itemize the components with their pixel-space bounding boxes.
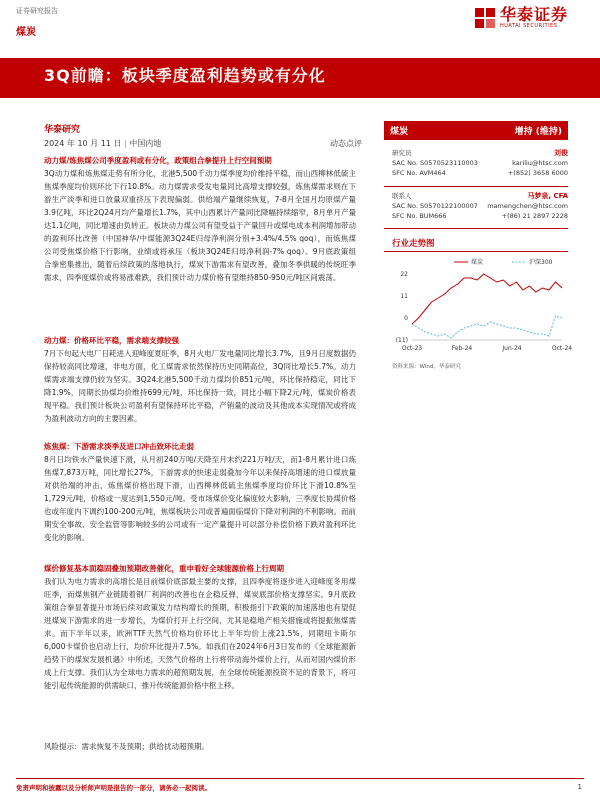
report-title: 3Q前瞻：板块季度盈利趋势或有分化 <box>44 66 326 85</box>
body-section-2 <box>44 334 356 425</box>
legend-label: 沪深300 <box>529 259 553 266</box>
report-category-label: 证券研究报告 <box>16 7 58 15</box>
analyst-sfc: SFC No. BUM666 <box>392 212 447 220</box>
x-tick-label: Feb-24 <box>451 345 473 352</box>
page-number: 1 <box>577 783 582 791</box>
disclaimer-note: 免责声明和披露以及分析师声明是报告的一部分，请务必一起阅读。 <box>16 784 211 792</box>
analyst-email[interactable]: mamengchen@htsc.com <box>487 202 568 210</box>
legend-label: 煤炭 <box>471 259 484 266</box>
report-region: 中国内地 <box>129 139 162 148</box>
y-tick-label: 11 <box>400 293 408 300</box>
analyst-role: 联系人 <box>392 192 412 200</box>
industry-trend-chart <box>384 256 573 356</box>
section-heading: 炼焦煤：下游需求淡季及进口冲击致环比走弱 <box>44 442 194 451</box>
body-paragraph: 我们认为电力需求的高增长是目前煤价底部最主要的支撑，且四季度将逐步进入迎峰度冬用煤旺季，而煤焦钢产业链随着钢厂利润的改善也在企稳反弹，煤炭底部价格支撑坚实。9月底政策组合拳显著提升市场后续对政策发力结构增长的预期，积极指引下政策的加速落地也有望促进煤炭下游需求的进一步增长，为煤价打开上行空间，尤其是稳地产相关措施或将提振焦煤需求。而下半年以来，欧洲TTF天然气价格均价环比上半年均价上涨21.5%，同期纽卡斯尔6,000卡煤价也启动上行，均价环比提升7.5%。如我们在2024年6月3日发布的《全球能源新趋势下的煤炭发展机遇》中所述，天然气价格的上行将带动海外煤价上行，从而对国内煤价形成上行支撑。我们认为全球电力需求的超预期发展，在全球传统能源投资不足的背景下，将可能引起传统能源的供需缺口，推升传统能源价格中枢上移。 <box>44 577 356 690</box>
section-heading: 煤价修复基本面稳固叠加预期改善催化，重申看好全球能源价格上行周期 <box>44 564 284 573</box>
sidebar-sector: 煤炭 <box>390 127 409 137</box>
rating-bar <box>384 121 568 140</box>
analyst-card-1 <box>392 148 568 178</box>
report-date: 2024 年 10 月 11 日 <box>44 139 122 148</box>
dateline: 2024 年 10 月 11 日 | 中国内地 <box>44 139 162 148</box>
analyst-phone: +(852) 3658 6000 <box>507 169 568 177</box>
logo-text: 华泰证券 <box>499 5 568 24</box>
analyst-email[interactable]: kariliu@htsc.com <box>512 159 568 167</box>
sector-label: 煤炭 <box>16 27 36 38</box>
divider <box>384 186 568 187</box>
research-org: 华泰研究 <box>44 125 81 135</box>
body-paragraph: 7月下旬起大电厂日耗进入迎峰度夏旺季，8月火电厂发电量同比增长3.7%，且9月日度数据仍保持较高同比增速，非电方面，化工煤需求依然保持历史同期高位，3Q同比增长5.7%。动力煤需求端支撑仍较为坚实。3Q24北港5,500千动力煤均价851元/吨，环比保持稳定，同比下降1.9%，同期长协煤均价维持699元/吨，环比保持一致，同比小幅下降2元/吨，煤炭价格表现平稳。我们预计板块公司盈利有望保持环比平稳，产销量的波动及其他成本实现情况或将成为盈利波动方向的主要因素。 <box>44 349 356 423</box>
x-tick-label: Oct-24 <box>551 345 573 352</box>
y-tick-label: 22 <box>400 271 408 278</box>
x-tick-label: Oct-23 <box>401 345 423 352</box>
analyst-sac: SAC No. S0570122100007 <box>392 202 478 210</box>
analyst-card-2 <box>392 191 568 221</box>
logo-mark-icon <box>474 7 496 29</box>
x-tick-label: Jun-24 <box>502 345 522 352</box>
analyst-phone: +(86) 21 2897 2228 <box>501 212 568 220</box>
section-heading: 动力煤/炼焦煤公司季度盈利或有分化，政策组合拳提升上行空间预期 <box>44 156 272 165</box>
logo-subtext: HUATAI SECURITIES <box>499 23 558 29</box>
rating-label: 增持 (维持) <box>514 127 562 137</box>
divider <box>384 228 568 229</box>
trend-chart-title: 行业走势图 <box>392 239 435 249</box>
analyst-sfc: SFC No. AVM464 <box>392 169 446 177</box>
report-type: 动态点评 <box>330 139 362 148</box>
section-heading: 动力煤：价格环比平稳，需求端支撑较强 <box>44 336 179 345</box>
body-section-4 <box>44 562 356 692</box>
y-tick-label: 0 <box>404 315 408 322</box>
footer-divider <box>16 778 584 779</box>
company-logo <box>474 6 568 29</box>
analyst-role: 研究员 <box>392 149 412 157</box>
series-line-0 <box>412 274 562 324</box>
analyst-name: 马梦泉, CFA <box>527 192 568 200</box>
analyst-name: 刘俊 <box>554 149 568 157</box>
divider <box>384 251 568 252</box>
body-paragraph: 8月日均铁水产量快速下滑，从月初240万吨/天降至月末约221万吨/天，而1-8月累计进口炼焦煤7,873万吨，同比增长27%，下游需求的快速走弱叠加今年以来保持高增速的进口煤放量对供给端的冲击，炼焦煤价格出现下滑，山西柳林低硫主焦煤季度均价环比下滑10.8%至1,729元/吨，价格或一度达到1,550元/吨。受市场煤价变化偏度较大影响，三季度长协煤价格也或年度内下调约100-200元/吨，焦煤板块公司或普遍面临煤价下降对利润的不利影响。而前期安全事故、安全监管等影响较多的公司或有一定产量提升可以部分补偿价格下跌对盈利环比变化的影响。 <box>44 455 356 542</box>
body-paragraph: 3Q动力煤和炼焦煤走势有所分化，北港5,500千动力煤季度均价维持平稳，而山西柳林低硫主焦煤季度均价则环比下行10.8%。动力煤需求受发电量同比高增支撑较强，炼焦煤需求则在下游生产淡季和进口放量双重挤压下表现偏弱。供给端产量继续恢复，7-8月全国月均原煤产量3.9亿吨，环比2Q24月均产量增长1.7%，其中山西累计产量同比降幅持续缩窄，8月单月产量达1.1亿吨，同比增速由负转正。板块动力煤公司有望受益于产量回升或煤电成本利润增加带动的盈利环比改善（中国神华/中煤能源3Q24E归母净利润分别+3.4%/4.5% qoq），而炼焦煤公司受焦煤价格下行影响，业绩或将承压（板块3Q24E归母净利润-7% qoq）。9月底政策组合拳密集推出，随着后续政策的落地执行，煤炭下游需求有望改善，叠加冬季供暖的传统旺季需求，四季度煤价或将易涨难跌，我们预计动力煤价格有望维持850-950元/吨区间震荡。 <box>44 169 356 282</box>
body-section-3 <box>44 440 356 544</box>
series-line-1 <box>412 316 562 338</box>
y-tick-label: (11) <box>395 337 408 344</box>
analyst-sac: SAC No. S0570523110003 <box>392 159 478 167</box>
body-section-1 <box>44 154 356 284</box>
chart-source: 资料来源：Wind，华泰研究 <box>392 364 461 370</box>
risk-note: 风险提示：需求恢复不及预期；供给扰动超预期。 <box>44 742 209 751</box>
